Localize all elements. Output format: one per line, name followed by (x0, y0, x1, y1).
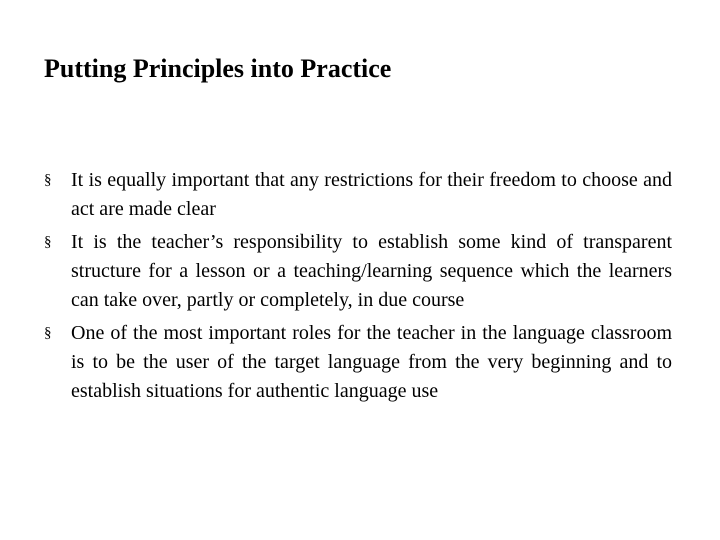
bullet-list (44, 166, 672, 410)
slide-title: Putting Principles into Practice (44, 54, 392, 83)
bullet-text: It is the teacher’s responsibility to establish some kind of transparent structure for a lesson or a teaching/learning sequence which the learners can take over, partly or completely, in due course (71, 231, 672, 311)
bullet-text: One of the most important roles for the teacher in the language classroom is to be the user of the target language from the very beginning and to establish situations for authentic language use (71, 322, 672, 402)
bullet-item-2 (44, 228, 672, 315)
bullet-text: It is equally important that any restrictions for their freedom to choose and act are made clear (71, 169, 672, 220)
bullet-item-3 (44, 319, 672, 406)
bullet-marker-icon: § (44, 234, 52, 250)
bullet-marker-icon: § (44, 325, 52, 341)
bullet-marker-icon: § (44, 172, 52, 188)
bullet-item-1 (44, 166, 672, 224)
